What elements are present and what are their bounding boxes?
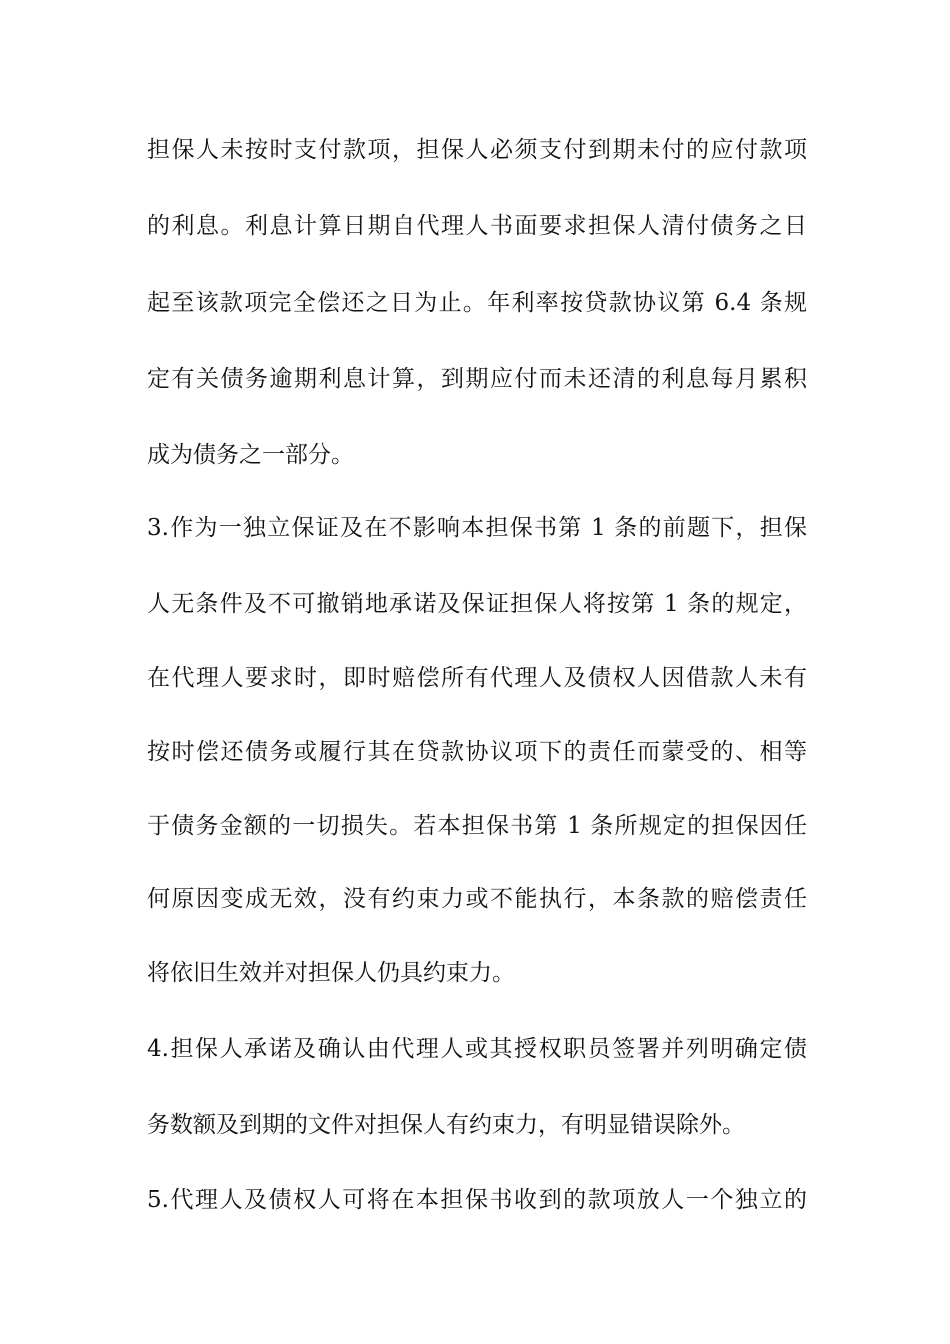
text-line-3: 起至该款项完全偿还之日为止。年利率按贷款协议第 6.4 条规 xyxy=(147,290,807,316)
text-line-12: 将依旧生效并对担保人仍具约束力。 xyxy=(147,960,515,986)
text-line-7: 人无条件及不可撤销地承诺及保证担保人将按第 1 条的规定， xyxy=(147,591,807,617)
text-line-14: 务数额及到期的文件对担保人有约束力，有明显错误除外。 xyxy=(147,1112,745,1138)
text-line-5: 成为债务之一部分。 xyxy=(147,442,354,468)
text-line-13: 4.担保人承诺及确认由代理人或其授权职员签署并列明确定债 xyxy=(147,1036,807,1062)
text-line-4: 定有关债务逾期利息计算，到期应付而未还清的利息每月累积 xyxy=(147,366,807,392)
text-line-2: 的利息。利息计算日期自代理人书面要求担保人清付债务之日 xyxy=(147,213,807,239)
text-line-9: 按时偿还债务或履行其在贷款协议项下的责任而蒙受的、相等 xyxy=(147,739,807,765)
text-line-11: 何原因变成无效，没有约束力或不能执行，本条款的赔偿责任 xyxy=(147,886,807,912)
text-line-6: 3.作为一独立保证及在不影响本担保书第 1 条的前题下，担保 xyxy=(147,515,807,541)
text-line-15: 5.代理人及债权人可将在本担保书收到的款项放人一个独立的 xyxy=(147,1187,807,1213)
text-line-10: 于债务金额的一切损失。若本担保书第 1 条所规定的担保因任 xyxy=(147,813,807,839)
text-line-1: 担保人未按时支付款项，担保人必须支付到期未付的应付款项 xyxy=(147,137,807,163)
text-line-8: 在代理人要求时，即时赔偿所有代理人及债权人因借款人未有 xyxy=(147,665,807,691)
